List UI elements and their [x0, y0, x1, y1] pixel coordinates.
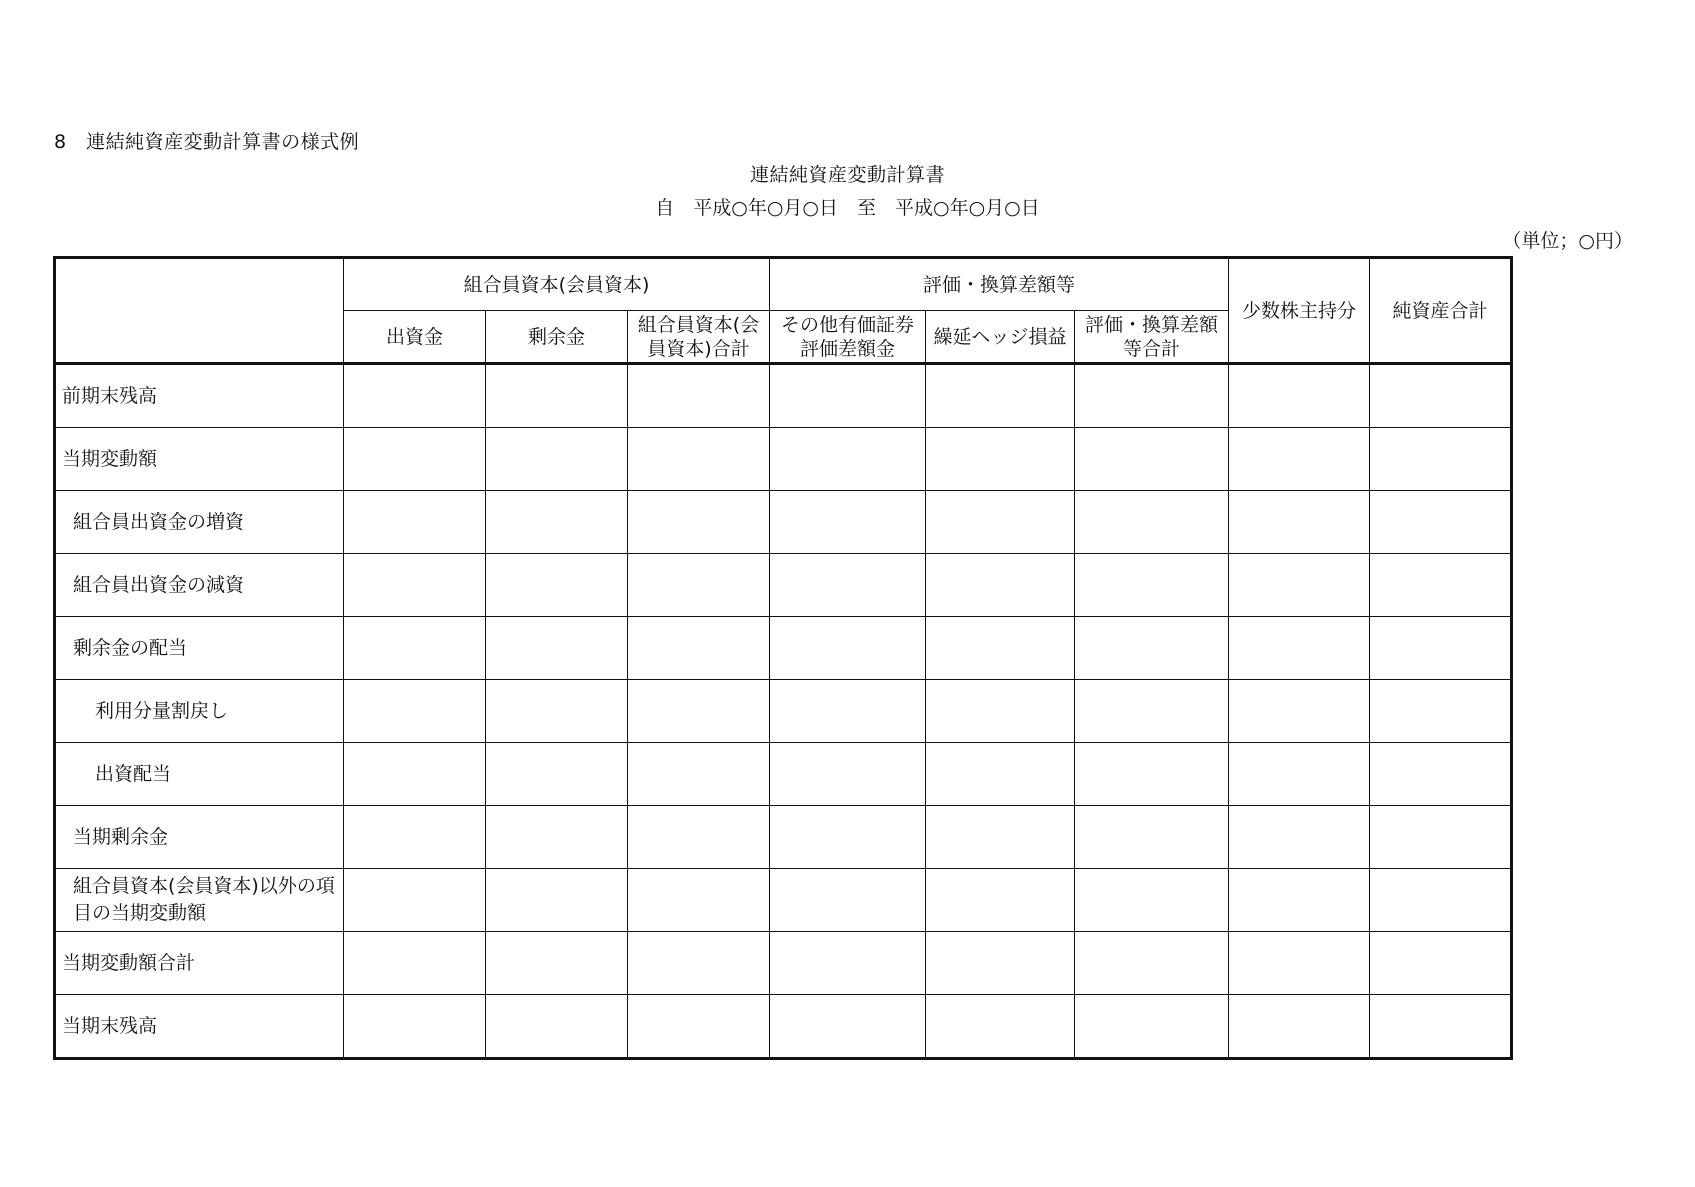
value-cell — [628, 869, 770, 932]
value-cell — [770, 680, 926, 743]
value-cell — [486, 554, 628, 617]
value-cell — [1370, 491, 1512, 554]
value-cell — [344, 428, 486, 491]
value-cell — [1229, 932, 1370, 995]
value-cell — [486, 617, 628, 680]
value-cell — [770, 743, 926, 806]
value-cell — [926, 617, 1075, 680]
table-row — [55, 932, 1512, 995]
value-cell — [344, 869, 486, 932]
unit-note: （単位；○円） — [1502, 230, 1633, 252]
value-cell — [770, 995, 926, 1059]
value-cell — [628, 491, 770, 554]
value-cell — [926, 364, 1075, 428]
value-cell — [770, 554, 926, 617]
value-cell — [344, 491, 486, 554]
value-cell — [770, 932, 926, 995]
document-title: 連結純資産変動計算書 — [749, 164, 945, 186]
row-label: 組合員資本(会員資本)以外の項目の当期変動額 — [55, 869, 344, 932]
value-cell — [628, 364, 770, 428]
value-cell — [344, 554, 486, 617]
value-cell — [1370, 806, 1512, 869]
value-cell — [926, 428, 1075, 491]
header-valuation-total-line-1: 評価・換算差額 — [1084, 313, 1218, 336]
value-cell — [1075, 743, 1229, 806]
value-cell — [1370, 428, 1512, 491]
value-cell — [1075, 995, 1229, 1059]
value-cell — [1229, 491, 1370, 554]
header-minority-interest: 少数株主持分 — [1229, 258, 1370, 364]
value-cell — [1229, 680, 1370, 743]
value-cell — [770, 428, 926, 491]
table-row — [55, 743, 1512, 806]
value-cell — [1229, 806, 1370, 869]
value-cell — [1075, 491, 1229, 554]
value-cell — [926, 932, 1075, 995]
value-cell — [344, 995, 486, 1059]
value-cell — [1370, 869, 1512, 932]
row-label: 当期変動額 — [55, 428, 344, 491]
table-row — [55, 364, 1512, 428]
value-cell — [486, 869, 628, 932]
value-cell — [770, 364, 926, 428]
value-cell — [1075, 617, 1229, 680]
value-cell — [1075, 428, 1229, 491]
header-members-capital: 組合員資本(会員資本) — [344, 258, 770, 311]
value-cell — [1075, 364, 1229, 428]
value-cell — [1075, 869, 1229, 932]
header-valuation: 評価・換算差額等 — [770, 258, 1229, 311]
header-row-groups — [55, 258, 1512, 311]
table-row — [55, 869, 1512, 932]
row-label: 出資配当 — [55, 743, 344, 806]
value-cell — [1075, 806, 1229, 869]
section-heading: 8 連結純資産変動計算書の様式例 — [54, 131, 360, 153]
value-cell — [344, 617, 486, 680]
value-cell — [1075, 932, 1229, 995]
value-cell — [770, 491, 926, 554]
value-cell — [1370, 554, 1512, 617]
header-corner-cell — [55, 258, 344, 364]
value-cell — [486, 743, 628, 806]
value-cell — [344, 743, 486, 806]
value-cell — [628, 680, 770, 743]
value-cell — [926, 491, 1075, 554]
header-members-capital-total-line-2: 員資本)合計 — [647, 337, 750, 360]
value-cell — [1370, 364, 1512, 428]
header-valuation-total-line-2: 等合計 — [1122, 337, 1180, 360]
row-label: 利用分量割戻し — [55, 680, 344, 743]
value-cell — [486, 995, 628, 1059]
value-cell — [1370, 932, 1512, 995]
header-members-capital-total — [628, 311, 770, 364]
value-cell — [344, 806, 486, 869]
row-label: 当期変動額合計 — [55, 932, 344, 995]
value-cell — [926, 869, 1075, 932]
value-cell — [628, 743, 770, 806]
value-cell — [344, 932, 486, 995]
value-cell — [344, 364, 486, 428]
header-capital: 出資金 — [344, 311, 486, 364]
value-cell — [1370, 680, 1512, 743]
value-cell — [1075, 680, 1229, 743]
value-cell — [1370, 743, 1512, 806]
value-cell — [628, 932, 770, 995]
value-cell — [1370, 995, 1512, 1059]
header-deferred-hedge: 繰延ヘッジ損益 — [926, 311, 1075, 364]
row-label: 組合員出資金の増資 — [55, 491, 344, 554]
row-label: 組合員出資金の減資 — [55, 554, 344, 617]
header-members-capital-total-line-1: 組合員資本(会 — [637, 313, 760, 336]
table-row — [55, 491, 1512, 554]
value-cell — [1370, 617, 1512, 680]
value-cell — [344, 680, 486, 743]
row-label: 当期剰余金 — [55, 806, 344, 869]
value-cell — [1229, 869, 1370, 932]
table-row — [55, 617, 1512, 680]
value-cell — [628, 428, 770, 491]
table-row — [55, 554, 1512, 617]
row-label: 当期末残高 — [55, 995, 344, 1059]
value-cell — [628, 554, 770, 617]
value-cell — [926, 680, 1075, 743]
value-cell — [926, 806, 1075, 869]
value-cell — [1229, 995, 1370, 1059]
value-cell — [770, 806, 926, 869]
value-cell — [770, 869, 926, 932]
table-row — [55, 806, 1512, 869]
value-cell — [486, 680, 628, 743]
value-cell — [1229, 743, 1370, 806]
value-cell — [926, 554, 1075, 617]
value-cell — [1229, 554, 1370, 617]
header-net-assets-total: 純資産合計 — [1370, 258, 1512, 364]
value-cell — [926, 995, 1075, 1059]
table-row — [55, 995, 1512, 1059]
header-other-securities-line-2: 評価差額金 — [799, 337, 895, 360]
net-assets-statement-table — [53, 256, 1513, 1060]
value-cell — [770, 617, 926, 680]
header-valuation-total — [1075, 311, 1229, 364]
value-cell — [486, 806, 628, 869]
value-cell — [1075, 554, 1229, 617]
value-cell — [926, 743, 1075, 806]
header-other-securities-line-1: その他有価証券 — [780, 313, 914, 336]
value-cell — [486, 932, 628, 995]
reporting-period: 自 平成○年○月○日 至 平成○年○月○日 — [655, 197, 1040, 219]
value-cell — [628, 806, 770, 869]
value-cell — [486, 364, 628, 428]
value-cell — [628, 617, 770, 680]
value-cell — [1229, 617, 1370, 680]
row-label: 剰余金の配当 — [55, 617, 344, 680]
table-row — [55, 428, 1512, 491]
value-cell — [486, 428, 628, 491]
table-row — [55, 680, 1512, 743]
row-label: 前期末残高 — [55, 364, 344, 428]
value-cell — [628, 995, 770, 1059]
header-other-securities — [770, 311, 926, 364]
value-cell — [1229, 428, 1370, 491]
header-surplus: 剰余金 — [486, 311, 628, 364]
value-cell — [1229, 364, 1370, 428]
value-cell — [486, 491, 628, 554]
